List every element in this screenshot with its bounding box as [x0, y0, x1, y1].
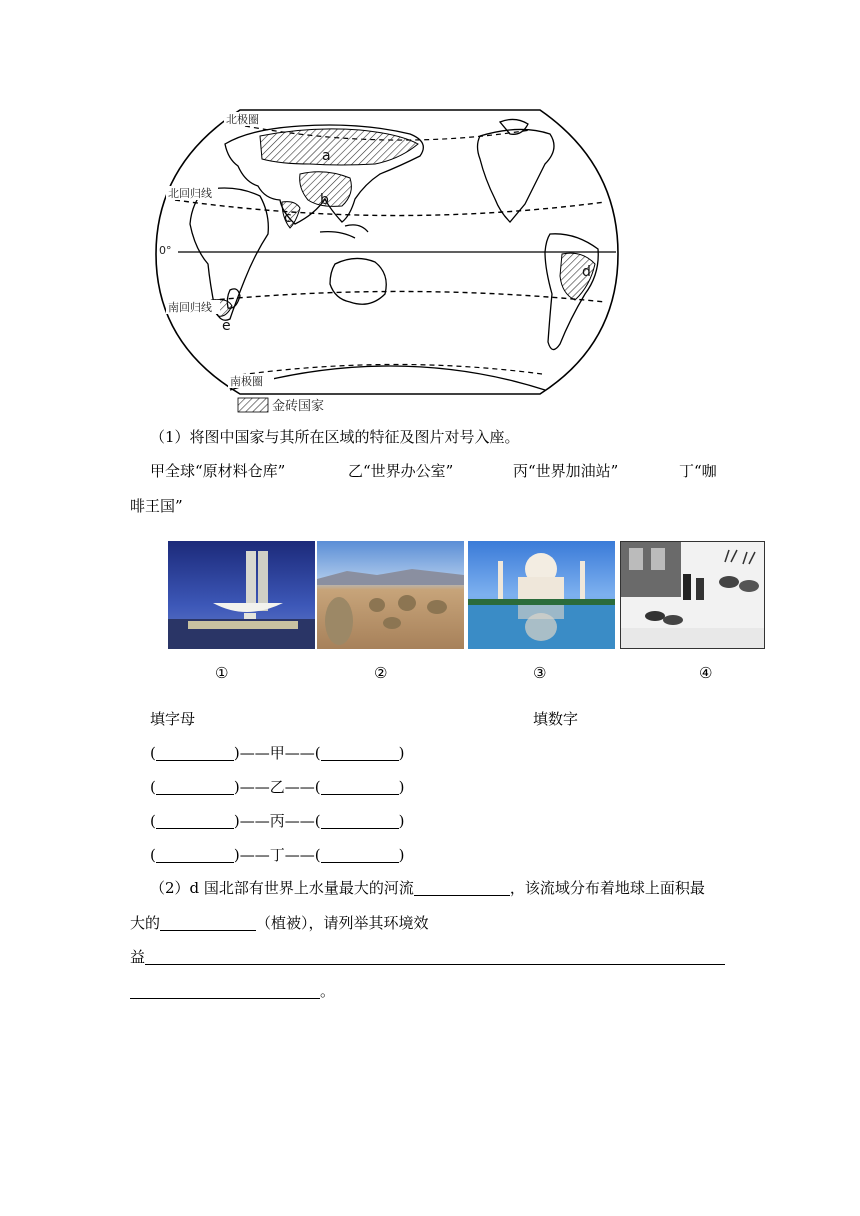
q1-prompt: （1）将图中国家与其所在区域的特征及图片对号入座。 — [150, 428, 520, 446]
country-letter-d: d — [582, 264, 591, 280]
world-map — [150, 104, 630, 416]
tropic-of-cancer-line — [175, 200, 605, 216]
photo-3-taj-mahal — [468, 541, 615, 649]
river-blank[interactable] — [414, 879, 510, 896]
q2-line-3: 益 — [130, 946, 725, 968]
item-ding-continued: 啡王国” — [130, 497, 183, 515]
q2-line-4: 。 — [130, 980, 335, 1002]
match-row: ( )——丁——( ) — [150, 846, 405, 864]
number-blank[interactable] — [321, 778, 399, 795]
match-row: ( )——乙——( ) — [150, 778, 405, 796]
antarctica-outline — [230, 366, 545, 390]
label-antarctic-circle: 南极圈 — [230, 375, 263, 388]
label-tropic-of-cancer: 北回归线 — [168, 187, 212, 200]
photo-4-reindeer-sled — [620, 541, 765, 649]
photo-number-1: ① — [215, 664, 229, 682]
item-yi: 乙“世界办公室” — [348, 462, 454, 480]
legend-hatch-swatch — [238, 398, 268, 412]
item-ding: 丁“咖 — [679, 462, 717, 480]
north-america-outline — [478, 129, 555, 222]
australia-outline — [330, 258, 386, 304]
label-equator: 0° — [159, 244, 172, 257]
country-letter-e: e — [222, 318, 231, 334]
letter-blank[interactable] — [156, 846, 234, 863]
number-blank[interactable] — [321, 744, 399, 761]
country-a-russia — [260, 129, 418, 165]
legend-label: 金砖国家 — [272, 399, 325, 414]
photo-number-3: ③ — [533, 664, 547, 682]
q2-line-1: （2）d 国北部有世界上水量最大的河流 ，该流域分布着地球上面积最 — [150, 879, 705, 897]
match-row: ( )——甲——( ) — [150, 744, 405, 762]
match-label-yi: 乙 — [269, 778, 285, 796]
letter-blank[interactable] — [156, 778, 234, 795]
photo-number-4: ④ — [699, 664, 713, 682]
country-letter-c: c — [284, 210, 292, 226]
sea-islands-outline — [320, 225, 368, 238]
match-label-ding: 丁 — [269, 846, 285, 864]
match-label-bing: 丙 — [269, 812, 285, 830]
benefit-blank-2[interactable] — [130, 982, 320, 999]
vegetation-blank[interactable] — [160, 914, 256, 931]
number-blank[interactable] — [321, 812, 399, 829]
label-tropic-of-capricorn: 南回归线 — [168, 301, 212, 314]
item-bing: 丙“世界加油站” — [513, 462, 619, 480]
item-jia: 甲全球“原材料仓库” — [150, 462, 286, 480]
photo-number-2: ② — [374, 664, 388, 682]
photo-2-desert-termite-mounds — [317, 541, 464, 649]
benefit-blank-1[interactable] — [145, 948, 725, 965]
photo-1-brasilia-congress — [168, 541, 315, 649]
q2-line-2: 大的 （植被），请列举其环境效 — [130, 914, 429, 932]
match-row: ( )——丙——( ) — [150, 812, 405, 830]
country-letter-b: b — [320, 192, 329, 208]
number-blank[interactable] — [321, 846, 399, 863]
fill-letter-label: 填字母 — [150, 710, 196, 728]
letter-blank[interactable] — [156, 744, 234, 761]
country-letter-a: a — [322, 148, 331, 164]
letter-blank[interactable] — [156, 812, 234, 829]
label-arctic-circle: 北极圈 — [226, 113, 259, 126]
match-label-jia: 甲 — [269, 744, 285, 762]
fill-number-label: 填数字 — [533, 710, 579, 728]
